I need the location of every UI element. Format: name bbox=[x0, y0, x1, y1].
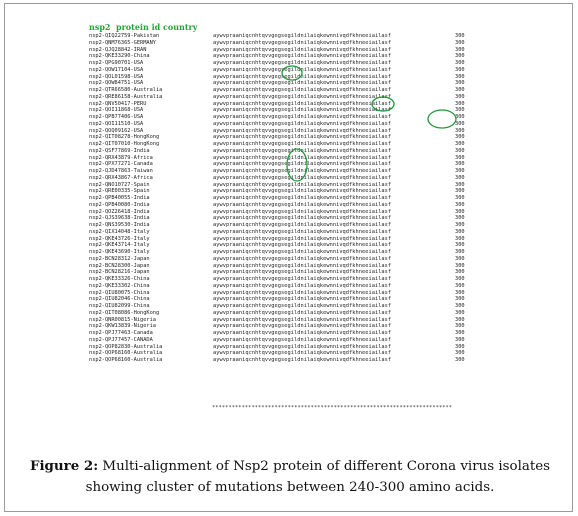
sequence-label: nsp2-QPJ77463-Canada bbox=[89, 330, 153, 336]
alignment-rows bbox=[89, 33, 509, 364]
position-number: 300 bbox=[455, 303, 465, 309]
sequence-residues: aywvpraaniqcnhtqvvgegsegildnilaiqkewnnivqdfkhneeiailasf bbox=[213, 316, 392, 323]
alignment-row bbox=[89, 175, 509, 182]
position-number: 300 bbox=[455, 93, 465, 100]
alignment-row bbox=[89, 310, 509, 317]
sequence-residues: aywvpraaniqcnhtqvvgegsegildnilaiqkewnnivqdfkhneeiailasf bbox=[213, 201, 392, 208]
sequence-residues: aywvpraaniqcnhtqvvgegsegildnilaiqkewnnivqdfkhneeiailasf bbox=[213, 134, 392, 141]
alignment-row bbox=[89, 67, 509, 74]
alignment-row bbox=[89, 283, 509, 290]
alignment-row bbox=[89, 121, 509, 128]
position-number: 300 bbox=[455, 215, 465, 222]
alignment-row bbox=[89, 87, 509, 94]
sequence-residues: aywvpraaniqcnhtqvvgegsegildnilaiqkewnnivqdfkhneeiailasf bbox=[213, 73, 392, 80]
sequence-residues: aywvpraaniqcnhtqvvgegsegildnilaiqkewnnivqdfkhneeiailasf bbox=[213, 107, 392, 114]
sequence-residues: aywvpraaniqcnhtqvvgegsegildnilaiqkewnnivqdfkhneeiailasf bbox=[213, 336, 392, 343]
alignment-row bbox=[89, 60, 509, 67]
position-number: 300 bbox=[455, 60, 465, 66]
sequence-residues: aywvpraaniqcnhtqvvgegsegildnilaiqkewnnivqdfkhneeiailasf bbox=[213, 147, 392, 154]
sequence-residues: aywvpraaniqcnhtqvvgegsegildnilaiqkewnnivqdfkhneeiailasf bbox=[213, 46, 392, 53]
alignment-row bbox=[89, 222, 509, 229]
sequence-residues: aywvpraaniqcnhtqvvgegsegildnilaiqkewnnivqdfkhneeiailasf bbox=[213, 80, 392, 87]
position-number: 300 bbox=[455, 134, 465, 141]
sequence-label: nsp2-QNV50417-PERU bbox=[89, 100, 147, 107]
sequence-residues: aywvpraaniqcnhtqvvgegsegildnilaiqkewnnivqdfkhneeiailasf bbox=[213, 235, 392, 242]
alignment-row bbox=[89, 263, 509, 270]
alignment-row bbox=[89, 229, 509, 236]
alignment-row bbox=[89, 269, 509, 276]
sequence-residues: aywvpraaniqcnhtqvvgegsegildnilaiqkewnnivqdfkhneeiailasf bbox=[213, 262, 392, 269]
alignment-row bbox=[89, 249, 509, 256]
alignment-row bbox=[89, 128, 509, 135]
position-number: 300 bbox=[455, 222, 465, 228]
position-number: 300 bbox=[455, 39, 465, 46]
sequence-residues: aywvpraaniqcnhtqvvgegsegildnilaiqkewnnivqdfkhneeiailasf bbox=[213, 66, 392, 73]
header-nsp2: nsp2 bbox=[89, 22, 111, 32]
position-number: 300 bbox=[455, 141, 465, 147]
caption-prefix: Figure 2: bbox=[29, 458, 99, 474]
sequence-residues: aywvpraaniqcnhtqvvgegsegildnilaiqkewnnivqdfkhneeiailasf bbox=[213, 53, 392, 60]
sequence-label: nsp2-QOP68160-Australia bbox=[89, 357, 163, 363]
sequence-label: nsp2-QRX43867-Africa bbox=[89, 174, 153, 181]
sequence-label: nsp2-QPJ77457-CANADA bbox=[89, 336, 153, 343]
alignment-row bbox=[89, 236, 509, 243]
sequence-label: nsp2-QRE00335-Spain bbox=[89, 188, 150, 195]
alignment-row bbox=[89, 202, 509, 209]
sequence-label: nsp2-QIU82046-China bbox=[89, 296, 150, 303]
sequence-label: nsp2-QIT07010-HongKong bbox=[89, 141, 160, 147]
sequence-label: nsp2-QOI11868-USA bbox=[89, 107, 144, 114]
sequence-residues: aywvpraaniqcnhtqvvgegsegildnilaiqkewnnivqdfkhneeiailasf bbox=[213, 282, 392, 289]
alignment-row bbox=[89, 344, 509, 351]
sequence-label: nsp2-QRE86158-Australia bbox=[89, 93, 163, 100]
sequence-label: nsp2-QOI11510-USA bbox=[89, 120, 144, 127]
sequence-label: nsp2-QJD47863-Taiwan bbox=[89, 168, 153, 174]
sequence-residues: aywvpraaniqcnhtqvvgegsegildnilaiqkewnnivqdfkhneeiailasf bbox=[213, 296, 392, 303]
sequence-label: nsp2-QNO10727-Spain bbox=[89, 181, 150, 188]
alignment-row bbox=[89, 161, 509, 168]
position-number: 300 bbox=[455, 350, 465, 357]
position-number: 300 bbox=[455, 208, 465, 215]
sequence-label: nsp2-QPG90701-USA bbox=[89, 60, 144, 66]
caption-text: Multi-alignment of Nsp2 protein of different Corona virus isolates showing cluster of mutations between 240-300 amino acids. bbox=[85, 459, 551, 495]
sequence-label: nsp2-QKE33326-China bbox=[89, 276, 150, 282]
sequence-residues: aywvpraaniqcnhtqvvgegsegildnilaiqkewnnivqdfkhneeiailasf bbox=[213, 215, 392, 222]
alignment-row bbox=[89, 195, 509, 202]
position-number: 300 bbox=[455, 228, 465, 235]
position-number: 300 bbox=[455, 80, 465, 87]
position-number: 300 bbox=[455, 316, 465, 323]
alignment-row bbox=[89, 188, 509, 195]
sequence-label: nsp2-QKW13839-Nigeria bbox=[89, 323, 156, 330]
position-number: 300 bbox=[455, 336, 465, 343]
sequence-label: nsp2-QOP68160-Australia bbox=[89, 350, 163, 357]
sequence-residues: aywvpraaniqcnhtqvvgegsegildnilaiqkewnnivqdfkhneeiailasf bbox=[213, 269, 392, 276]
position-number: 300 bbox=[455, 309, 465, 316]
sequence-label: nsp2-QNM76365-GERMANY bbox=[89, 39, 156, 46]
position-number: 300 bbox=[455, 33, 465, 39]
position-number: 300 bbox=[455, 323, 465, 330]
sequence-label: nsp2-QTR66580-Australia bbox=[89, 87, 163, 93]
sequence-label: nsp2-QJQ28842-IRAN bbox=[89, 46, 147, 53]
alignment-row bbox=[89, 256, 509, 263]
sequence-residues: aywvpraaniqcnhtqvvgegsegildnilaiqkewnnivqdfkhneeiailasf bbox=[213, 208, 392, 215]
alignment-row bbox=[89, 33, 509, 40]
position-number: 300 bbox=[455, 154, 465, 161]
sequence-label: nsp2-QOQ09162-USA bbox=[89, 127, 144, 134]
position-number: 300 bbox=[455, 181, 465, 188]
position-number: 300 bbox=[455, 188, 465, 195]
sequence-residues: aywvpraaniqcnhtqvvgegsegildnilaiqkewnnivqdfkhneeiailasf bbox=[213, 168, 392, 174]
sequence-residues: aywvpraaniqcnhtqvvgegsegildnilaiqkewnnivqdfkhneeiailasf bbox=[213, 100, 392, 107]
sequence-residues: aywvpraaniqcnhtqvvgegsegildnilaiqkewnnivqdfkhneeiailasf bbox=[213, 114, 392, 120]
sequence-residues: aywvpraaniqcnhtqvvgegsegildnilaiqkewnnivqdfkhneeiailasf bbox=[213, 249, 392, 255]
sequence-label: nsp2-QRX43879-Africa bbox=[89, 154, 153, 161]
alignment-row bbox=[89, 330, 509, 337]
alignment-row bbox=[89, 94, 509, 101]
alignment-row bbox=[89, 114, 509, 121]
sequence-residues: aywvpraaniqcnhtqvvgegsegildnilaiqkewnnivqdfkhneeiailasf bbox=[213, 303, 392, 309]
position-number: 300 bbox=[455, 161, 465, 168]
position-number: 300 bbox=[455, 195, 465, 201]
sequence-residues: aywvpraaniqcnhtqvvgegsegildnilaiqkewnnivqdfkhneeiailasf bbox=[213, 276, 392, 282]
sequence-residues: aywvpraaniqcnhtqvvgegsegildnilaiqkewnnivqdfkhneeiailasf bbox=[213, 33, 392, 39]
sequence-label: nsp2-QNS39530-India bbox=[89, 222, 150, 228]
position-number: 300 bbox=[455, 249, 465, 255]
sequence-residues: aywvpraaniqcnhtqvvgegsegildnilaiqkewnnivqdfkhneeiailasf bbox=[213, 350, 392, 357]
alignment-row bbox=[89, 182, 509, 189]
sequence-residues: aywvpraaniqcnhtqvvgegsegildnilaiqkewnnivqdfkhneeiailasf bbox=[213, 255, 392, 262]
position-number: 300 bbox=[455, 87, 465, 93]
sequence-residues: aywvpraaniqcnhtqvvgegsegildnilaiqkewnnivqdfkhneeiailasf bbox=[213, 39, 392, 46]
alignment-row bbox=[89, 276, 509, 283]
sequence-residues: aywvpraaniqcnhtqvvgegsegildnilaiqkewnnivqdfkhneeiailasf bbox=[213, 141, 392, 147]
sequence-label: nsp2-QPB40055-India bbox=[89, 195, 150, 201]
sequence-label: nsp2-QSF77869-India bbox=[89, 147, 150, 154]
position-number: 300 bbox=[455, 282, 465, 289]
sequence-label: nsp2-QKE43726-Italy bbox=[89, 235, 150, 242]
sequence-label: nsp2-QOL01598-USA bbox=[89, 73, 144, 80]
alignment-row bbox=[89, 317, 509, 324]
alignment-row bbox=[89, 134, 509, 141]
sequence-residues: aywvpraaniqcnhtqvvgegsegildnilaiqkewnnivqdfkhneeiailasf bbox=[213, 289, 392, 296]
position-number: 300 bbox=[455, 66, 465, 73]
position-number: 300 bbox=[455, 127, 465, 134]
position-number: 300 bbox=[455, 255, 465, 262]
sequence-label: nsp2-QIT08278-HongKong bbox=[89, 134, 160, 141]
alignment-row bbox=[89, 47, 509, 54]
sequence-label: nsp2-QOZ26418-India bbox=[89, 208, 150, 215]
conservation-line: ************************************************************************* bbox=[212, 405, 453, 411]
alignment-row bbox=[89, 74, 509, 81]
sequence-residues: aywvpraaniqcnhtqvvgegsegildnilaiqkewnnivqdfkhneeiailasf bbox=[213, 343, 392, 350]
sequence-label: nsp2-BCN28216-Japan bbox=[89, 269, 150, 276]
position-number: 300 bbox=[455, 269, 465, 276]
sequence-residues: aywvpraaniqcnhtqvvgegsegildnilaiqkewnnivqdfkhneeiailasf bbox=[213, 309, 392, 316]
alignment-row bbox=[89, 107, 509, 114]
sequence-residues: aywvpraaniqcnhtqvvgegsegildnilaiqkewnnivqdfkhneeiailasf bbox=[213, 87, 392, 93]
header-country: country bbox=[163, 22, 198, 32]
position-number: 300 bbox=[455, 114, 465, 120]
position-number: 300 bbox=[455, 289, 465, 296]
sequence-residues: aywvpraaniqcnhtqvvgegsegildnilaiqkewnnivqdfkhneeiailasf bbox=[213, 174, 392, 181]
sequence-residues: aywvpraaniqcnhtqvvgegsegildnilaiqkewnnivqdfkhneeiailasf bbox=[213, 154, 392, 161]
sequence-residues: aywvpraaniqcnhtqvvgegsegildnilaiqkewnnivqdfkhneeiailasf bbox=[213, 161, 392, 168]
position-number: 300 bbox=[455, 330, 465, 336]
sequence-label: nsp2-QIX14048-Italy bbox=[89, 228, 150, 235]
alignment-row bbox=[89, 80, 509, 87]
sequence-label: nsp2-QIQ22759-Pakistan bbox=[89, 33, 160, 39]
sequence-residues: aywvpraaniqcnhtqvvgegsegildnilaiqkewnnivqdfkhneeiailasf bbox=[213, 195, 392, 201]
sequence-label: nsp2-QKE33302-China bbox=[89, 282, 150, 289]
position-number: 300 bbox=[455, 147, 465, 154]
sequence-residues: aywvpraaniqcnhtqvvgegsegildnilaiqkewnnivqdfkhneeiailasf bbox=[213, 222, 392, 228]
alignment-row bbox=[89, 323, 509, 330]
alignment-row bbox=[89, 303, 509, 310]
position-number: 300 bbox=[455, 168, 465, 174]
position-number: 300 bbox=[455, 242, 465, 249]
alignment-row bbox=[89, 148, 509, 155]
sequence-label: nsp2-QIT08086-HongKong bbox=[89, 309, 160, 316]
sequence-residues: aywvpraaniqcnhtqvvgegsegildnilaiqkewnnivqdfkhneeiailasf bbox=[213, 181, 392, 188]
sequence-label: nsp2-BCN28300-Japan bbox=[89, 262, 150, 269]
sequence-label: nsp2-QIU82099-China bbox=[89, 303, 150, 309]
position-number: 300 bbox=[455, 73, 465, 80]
header-protein-id: protein id bbox=[116, 22, 161, 32]
sequence-label: nsp2-QJS39638-India bbox=[89, 215, 150, 222]
position-number: 300 bbox=[455, 201, 465, 208]
sequence-label: nsp2-QPX77271-Canada bbox=[89, 161, 153, 168]
sequence-label: nsp2-QIU80075-China bbox=[89, 289, 150, 296]
position-number: 300 bbox=[455, 343, 465, 350]
sequence-residues: aywvpraaniqcnhtqvvgegsegildnilaiqkewnnivqdfkhneeiailasf bbox=[213, 188, 392, 195]
alignment-row bbox=[89, 350, 509, 357]
position-number: 300 bbox=[455, 174, 465, 181]
position-number: 300 bbox=[455, 53, 465, 60]
sequence-label: nsp2-QPB40080-India bbox=[89, 201, 150, 208]
sequence-residues: aywvpraaniqcnhtqvvgegsegildnilaiqkewnnivqdfkhneeiailasf bbox=[213, 242, 392, 249]
position-number: 300 bbox=[455, 357, 465, 363]
sequence-label: nsp2-QKE43714-Italy bbox=[89, 242, 150, 249]
alignment-row bbox=[89, 215, 509, 222]
sequence-residues: aywvpraaniqcnhtqvvgegsegildnilaiqkewnnivqdfkhneeiailasf bbox=[213, 127, 392, 134]
sequence-label: nsp2-QOP82830-Australia bbox=[89, 343, 163, 350]
alignment-row bbox=[89, 168, 509, 175]
sequence-residues: aywvpraaniqcnhtqvvgegsegildnilaiqkewnnivqdfkhneeiailasf bbox=[213, 357, 392, 363]
sequence-label: nsp2-QOW17104-USA bbox=[89, 66, 144, 73]
sequence-label: nsp2-QNR00815-Nigeria bbox=[89, 316, 156, 323]
sequence-residues: aywvpraaniqcnhtqvvgegsegildnilaiqkewnnivqdfkhneeiailasf bbox=[213, 323, 392, 330]
alignment-row bbox=[89, 290, 509, 297]
position-number: 300 bbox=[455, 46, 465, 53]
position-number: 300 bbox=[455, 276, 465, 282]
sequence-label: nsp2-QOW84751-USA bbox=[89, 80, 144, 87]
alignment-row bbox=[89, 242, 509, 249]
position-number: 300 bbox=[455, 262, 465, 269]
sequence-residues: aywvpraaniqcnhtqvvgegsegildnilaiqkewnnivqdfkhneeiailasf bbox=[213, 60, 392, 66]
sequence-residues: aywvpraaniqcnhtqvvgegsegildnilaiqkewnnivqdfkhneeiailasf bbox=[213, 93, 392, 100]
sequence-label: nsp2-BCN28312-Japan bbox=[89, 255, 150, 262]
alignment-row bbox=[89, 155, 509, 162]
position-number: 300 bbox=[455, 107, 465, 114]
sequence-label: nsp2-QPB77406-USA bbox=[89, 114, 144, 120]
position-number: 300 bbox=[455, 296, 465, 303]
sequence-label: nsp2-QKE43690-Italy bbox=[89, 249, 150, 255]
alignment-row bbox=[89, 53, 509, 60]
alignment-row bbox=[89, 296, 509, 303]
sequence-residues: aywvpraaniqcnhtqvvgegsegildnilaiqkewnnivqdfkhneeiailasf bbox=[213, 228, 392, 235]
position-number: 300 bbox=[455, 120, 465, 127]
alignment-row bbox=[89, 141, 509, 148]
figure-caption bbox=[20, 456, 560, 498]
alignment-row bbox=[89, 101, 509, 108]
alignment-row bbox=[89, 209, 509, 216]
alignment-row bbox=[89, 337, 509, 344]
sequence-residues: aywvpraaniqcnhtqvvgegsegildnilaiqkewnnivqdfkhneeiailasf bbox=[213, 120, 392, 127]
alignment-row bbox=[89, 40, 509, 47]
position-number: 300 bbox=[455, 235, 465, 242]
sequence-label: nsp2-QKE33290-China bbox=[89, 53, 150, 60]
alignment-row bbox=[89, 357, 509, 364]
position-number: 300 bbox=[455, 100, 465, 107]
sequence-residues: aywvpraaniqcnhtqvvgegsegildnilaiqkewnnivqdfkhneeiailasf bbox=[213, 330, 392, 336]
